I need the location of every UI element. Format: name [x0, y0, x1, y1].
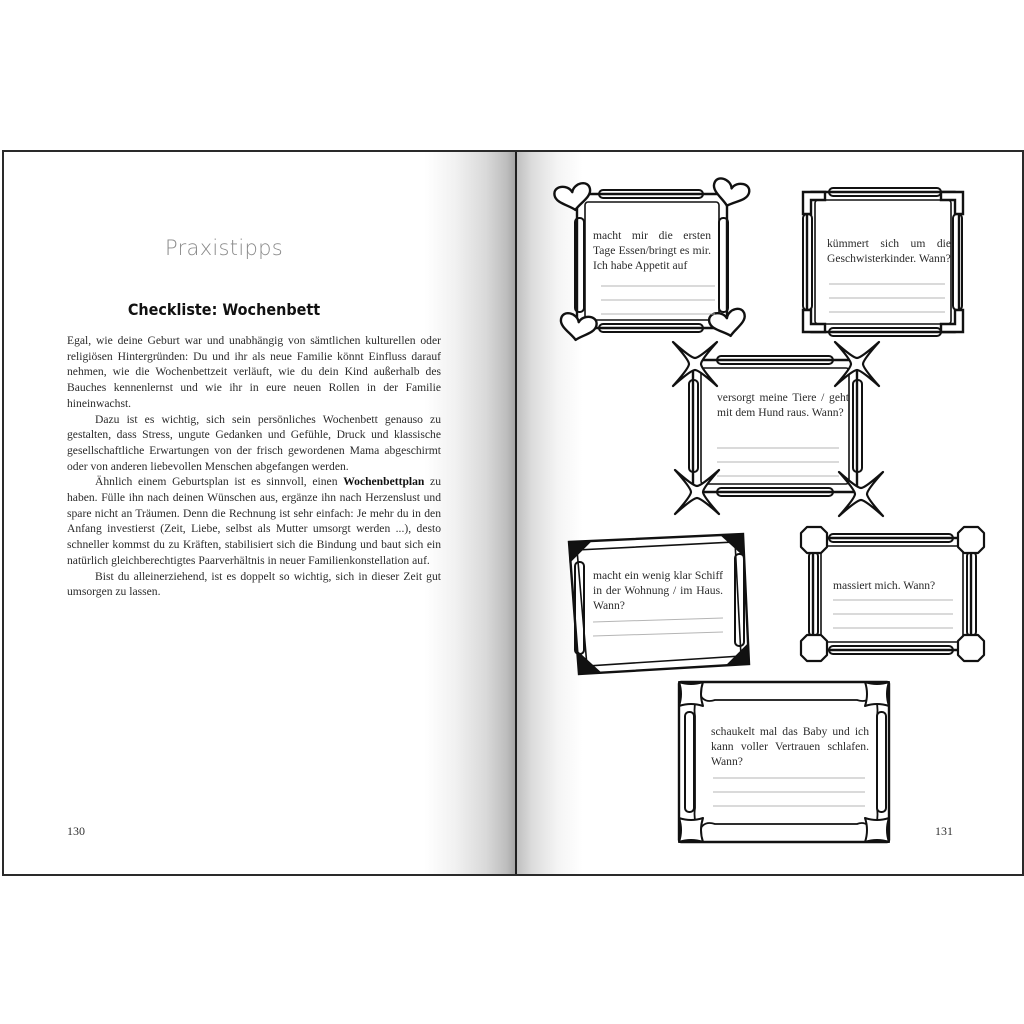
paragraph-3-lead: Ähnlich einem Geburtsplan ist es sinnvoll, einen: [95, 475, 344, 489]
paragraph-3-rest: zu haben. Fülle ihn nach deinen Wünschen aus, ergänze ihn nach Herzenslust und spare nicht an Träumen. Denn die Rechnung ist sehr einfach: Je mehr du in den Anfang investierst (Zeit, Liebe, selbst als Mutter umsorgt werden ...), desto schneller kommst du zu Kräften, stabilisiert sich die Bindung und baut sich ein natürlich gleichberechtigtes Paarverhältnis in neuer Familienkonstellation auf.: [67, 475, 441, 567]
page-number-right: 131: [935, 824, 953, 838]
paragraph-3: [67, 474, 441, 568]
page-number-left: 130: [67, 824, 85, 838]
card-frame-octagon: [801, 527, 984, 661]
card-heart-text: macht mir die ersten Tage Essen/bringt es mir. Ich habe Appetit auf: [593, 229, 711, 272]
left-page: [4, 152, 517, 874]
card-frame-star: [673, 342, 883, 516]
card-triangle-text: macht ein wenig klar Schiff in der Wohnung / im Haus. Wann?: [593, 569, 723, 612]
right-page: [517, 152, 1022, 874]
open-book-spread: [2, 150, 1024, 876]
card-star-text: versorgt meine Tiere / geht mit dem Hund raus. Wann?: [717, 391, 849, 419]
paragraph-1: Egal, wie deine Geburt war und unabhängig von sämtlichen kulturellen oder religiösen Hintergründen: Du und ihr als neue Familie könnt Einfluss darauf nehmen, wie die Wochenbettzeit verläuft, wie du dein Kind außerhalb des Bauches kennenlernst und wie ihr in eure neuen Rollen in der Familie hineinwachst.: [67, 334, 441, 410]
card-octagon-text: massiert mich. Wann?: [833, 579, 936, 592]
section-title: Checkliste: Wochenbett: [127, 300, 321, 319]
paragraph-2: Dazu ist es wichtig, sich sein persönliches Wochenbett genauso zu gestalten, dass Stress, ungute Gedanken und Gefühle, Druck und klassische gesellschaftliche Erwartungen von der frisch gewordenen Mama abgeschirmt oder von anderen liebevollen Menschen abgefangen werden.: [67, 412, 441, 473]
card-notch-text: kümmert sich um die Geschwisterkinder. Wann?: [827, 237, 951, 265]
wochenbettplan-term: Wochenbettplan: [343, 475, 425, 489]
chapter-heading: Praxistipps: [165, 236, 283, 260]
card-scallop-text: schaukelt mal das Baby und ich kann voller Vertrauen schlafen. Wann?: [711, 725, 869, 768]
body-text: [67, 333, 441, 600]
paragraph-4: Bist du alleinerziehend, ist es doppelt so wichtig, sich in dieser Zeit gut umsorgen zu lassen.: [67, 569, 441, 599]
